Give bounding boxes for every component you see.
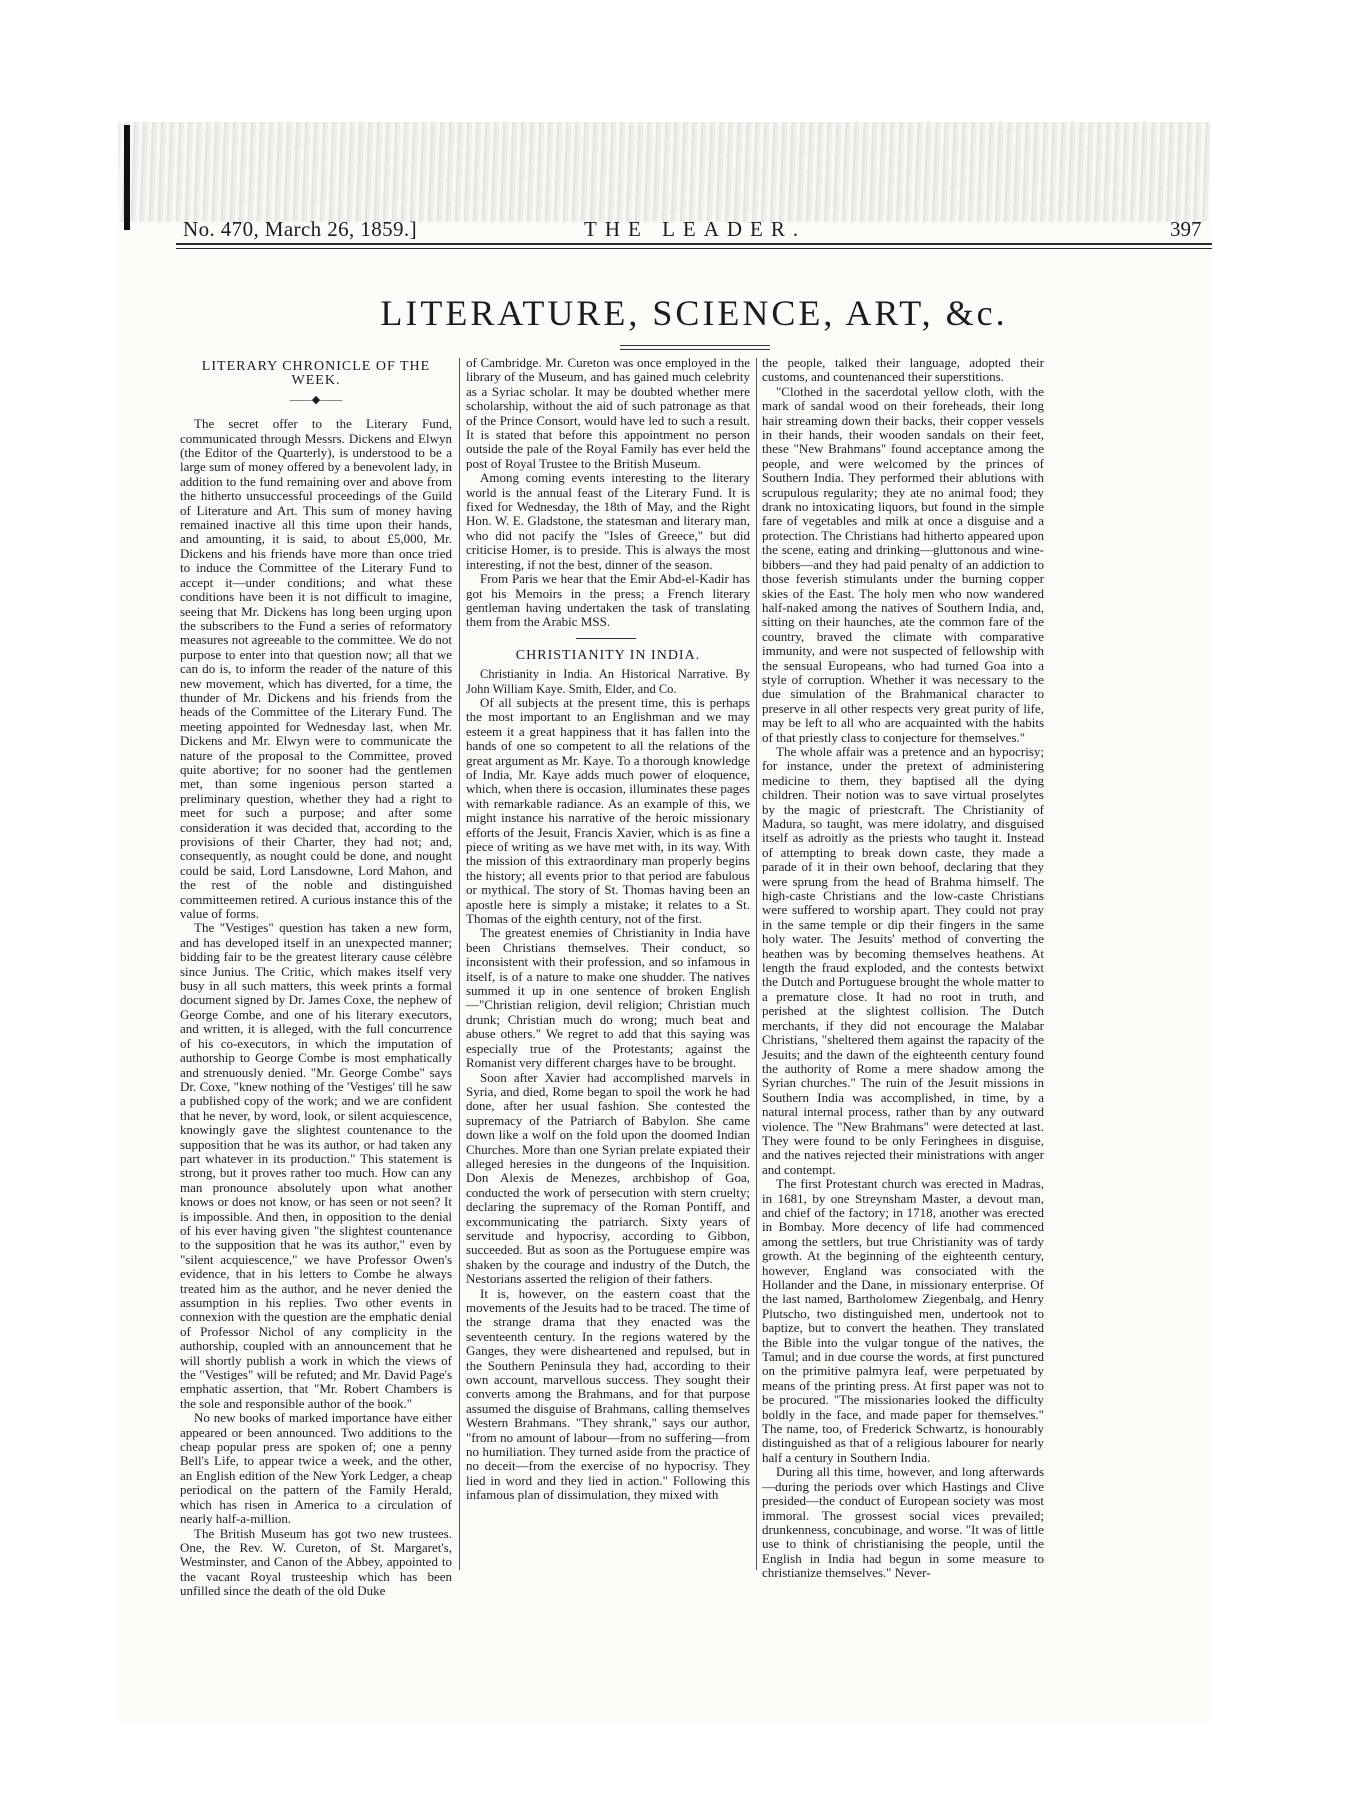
section-title: LITERATURE, SCIENCE, ART, &c. [380,293,1008,333]
paragraph: of Cambridge. Mr. Cureton was once employed in the library of the Museum, and has gained much celebrity as a Syriac scholar. It may be doubted whether mere scholarship, without the aid of such patronage as that of the Prince Consort, would have led to such a result. It is stated that before this appointment no person outside the pale of the Royal Family has ever held the post of Royal Trustee to the British Museum. [466,355,750,471]
quoted-paragraph: "Clothed in the sacerdotal yellow cloth, with the mark of sandal wood on their foreheads, their long hair streaming down their backs, their copper vessels in their hands, their wooden sandals on their feet, these "New Brahmans" found acceptance among the people, and were welcomed by the princes of Southern India. They performed their ablutions with scrupulous regularity; they ate no animal food; they drank no intoxicating liquors, but found in the simple fare of vegetables and milk at once a disguise and a protection. The Christians had hitherto appeared upon the scene, eating and drinking—gluttonous and wine-bibbers—and they had paid penalty of an addiction to those feverish stimulants under the burning copper skies of the East. The holy men who now wandered half-naked among the natives of Southern India, and, sitting on their haunches, ate the common fare of the country, braved the climate with comparative immunity, and were not suspected of fellowship with the sensual Europeans, who had turned Goa into a style of corruption. Whether it was necessary to the due simulation of the Brahmanical character to preserve in all other respects very great purity of life, may be left to all who are acquainted with the habits of that priestly class to conjecture for themselves." [762,383,1044,745]
column-1 [180,356,452,1599]
paragraph: The secret offer to the Literary Fund, communicated through Messrs. Dickens and Elwyn (the Editor of the Quarterly), is understood to be a large sum of money offered by a benevolent lady, in addition to the fund remaining over and above from the hitherto unsuccessful proceedings of the Guild of Literature and Art. This sum of money having remained inactive all this time upon their hands, and amounting, it is said, to about £5,000, Mr. Dickens and his friends have more than once tried to induce the Committee of the Literary Fund to accept it—under conditions; and what these conditions have been it is not difficult to imagine, seeing that Mr. Dickens has long been urging upon the subscribers to the Fund a series of reformatory measures not agreeable to the committee. We do not purpose to enter into that question now; all that we can do is, to inform the reader of the nature of this new movement, which has diverted, for a time, the thunder of Mr. Dickens and his friends from the heads of the Committee of the Literary Fund. The meeting appointed for Wednesday last, when Mr. Dickens and Mr. Elwyn were to communicate the nature of the proposal to the Committee, proved quite abortive; for no sooner had the gentlemen met, than some ingenious person started a preliminary question, whether they had a right to meet for such a purpose; and after some consideration it was decided that, according to the provisions of their Charter, they had not; and, consequently, as nought could be done, and nought could be said, Lord Lansdowne, Lord Mahon, and the rest of the noble and distinguished committeemen retired. A curious instance this of the value of forms. [180,416,452,922]
column-rule-1 [459,358,460,1570]
scan-top-band [118,122,1210,222]
article-divider [576,638,636,639]
issue-date: No. 470, March 26, 1859.] [183,217,417,241]
paragraph: The "Vestiges" question has taken a new form, and has developed itself in an unexpected manner; bidding fair to be the greatest literary cause célèbre since Junius. The Critic, which makes itself very busy in all such matters, this week prints a formal document signed by Dr. James Coxe, the nephew of George Combe, and one of his literary executors, and written, it is alleged, with the full concurrence of his co-executors, in which the imputation of authorship to George Combe is most emphatically and strenuously denied. "Mr. George Combe" says Dr. Coxe, "knew nothing of the 'Vestiges' till he saw a published copy of the work; and we are confident that he never, by word, look, or silent acquiescence, knowingly gave the slightest countenance to the supposition that he was its author, or had taken any part whatever in its production." This statement is strong, but it proves rather too much. How can any man pronounce absolutely upon what another knows or does not know, or has seen or not seen? It is impossible. And then, in opposition to the denial of his ever having given "the slightest countenance to the supposition that he was its author," even by "silent acquiescence," we have Professor Owen's evidence, that in his letters to Combe he always treated him as the author, and he never denied the assumption in his replies. Two other events in connexion with the question are the emphatic denial of Professor Nichol of any complicity in the authorship, coupled with an announcement that he will shortly publish a work in which the views of the "Vestiges" will be refuted; and Mr. David Page's emphatic assertion, that "Mr. Robert Chambers is the sole and responsible author of the book." [180,920,452,1411]
paragraph: It is, however, on the eastern coast that the movements of the Jesuits had to be traced. The time of the strange drama that they enacted was the seventeenth century. In the regions watered by the Ganges, they were disheartened and repulsed, but in the Southern Peninsula they had, according to their own account, marvellous success. They sought their converts among the Brahmans, and for that purpose assumed the disguise of Brahmans, calling themselves Western Brahmans. "They shrank," says our author, "from no amount of labour—from no suffering—from no humiliation. They turned aside from the practice of no deceit—from the exercise of no hypocrisy. They lied in word and they lied in action." Following this infamous plan of dissimulation, they mixed with [466,1285,750,1503]
page-number: 397 [1170,217,1202,241]
paragraph: the people, talked their language, adopted their customs, and countenanced their superstitions. [762,355,1044,385]
paragraph: During all this time, however, and long afterwards—during the periods over which Hastings and Clive presided—the conduct of European society was most immoral. The grossest social vices prevailed; drunkenness, concubinage, and worse. "It was of little use to think of christianising the people, until the English in India had begun in some measure to christianize themselves." Never- [762,1464,1044,1581]
paragraph: The British Museum has got two new trustees. One, the Rev. W. Cureton, of St. Margaret's, Westminster, and Canon of the Abbey, appointed to the vacant Royal trusteeship which has been unfilled since the death of the old Duke [180,1525,452,1599]
header-rule-thin [176,248,1212,249]
review-byline: Christianity in India. An Historical Narrative. By John William Kaye. Smith, Elder, and Co. [466,667,750,696]
scan-left-edge [124,125,130,230]
paragraph: From Paris we hear that the Emir Abd-el-Kadir has got his Memoirs in the press; a French literary gentleman having undertaken the task of translating them from the Arabic MSS. [466,571,750,630]
article-heading-christianity-in-india: CHRISTIANITY IN INDIA. [515,647,701,663]
paragraph: No new books of marked importance have either appeared or been announced. Two additions to the cheap popular press are spoken of; one a penny Bell's Life, to appear twice a week, and the other, an English edition of the New York Ledger, a cheap periodical on the pattern of the Family Herald, which has risen in America to a circulation of nearly half-a-million. [180,1410,452,1527]
article-heading-literary-chronicle: LITERARY CHRONICLE OF THE WEEK. [201,359,431,389]
header-rule [176,243,1212,245]
paragraph: Of all subjects at the present time, this is perhaps the most important to an Englishman and we may esteem it a great happiness that it has fallen into the hands of one so competent to all the relations of the great argument as Mr. Kaye. To a thorough knowledge of India, Mr. Kaye adds much power of eloquence, which, when there is occasion, illuminates these pages with remarkable radiance. As an example of this, we might instance his narrative of the heroic missionary efforts of the Jesuit, Francis Xavier, which is as fine a piece of writing as we have met with, in its way. With the mission of this extraordinary man properly begins the history; all events prior to that period are fabulous or mythical. The story of St. Thomas having been an apostle here is simply a mistake; it relates to a St. Thomas of the eighth century, not of the first. [466,694,750,927]
newspaper-title: THE LEADER. [584,217,807,241]
paragraph: Among coming events interesting to the literary world is the annual feast of the Literary Fund. It is fixed for Wednesday, the 18th of May, and the Right Hon. W. E. Gladstone, the statesman and literary man, who did not pacify the "Isles of Greece," but did criticise Homer, is to preside. This is always the most interesting, if not the best, dinner of the season. [466,470,750,572]
spacer [466,630,750,638]
paragraph: The greatest enemies of Christianity in India have been Christians themselves. Their conduct, so inconsistent with their profession, and so infamous in itself, is of a nature to make one shudder. The natives summed it up in one sentence of broken English—"Christian religion, devil religion; Christian much drunk; Christian much do wrong; much beat and abuse others." We regret to add that this saying was especially true of the Protestants; against the Romanist very different charges have to be brought. [466,925,750,1071]
paragraph: The whole affair was a pretence and an hypocrisy; for instance, under the pretext of administering medicine to them, they baptised all the dying children. Their notion was to save virtual proselytes by the magic of priestcraft. The Christianity of Madura, so taught, was mere idolatry, and disguised itself as adroitly as the priests who taught it. Instead of attempting to break down caste, they made a parade of it in their own behoof, declaring that they were sprung from the head of Brahma himself. The high-caste Christians and the low-caste Christians were suffered to worship apart. They could not pray in the same temple or dip their fingers in the same holy water. The Jesuits' method of converting the heathen was by becoming themselves heathens. At length the fraud exploded, and the contests betwixt the Dutch and Portuguese brought the whole matter to a premature close. It had no root in truth, and perished at the slightest collision. The Dutch merchants, if they did not encourage the Malabar Christians, "sheltered them against the rapacity of the Jesuits; and the dawn of the eighteenth century found the authority of Rome a mere shadow among the Syrian churches." The ruin of the Jesuit missions in Southern India was accomplished, in time, by a natural internal process, rather than by any outward violence. The "New Brahmans" were detected at last. They were found to be only Feringhees in disguise, and the natives rejected their ministrations with anger and contempt. [762,743,1044,1177]
column-rule-2 [756,358,757,1570]
column-3 [762,356,1044,1581]
ornament-divider: ——◆—— [289,393,343,406]
paragraph: The first Protestant church was erected in Madras, in 1681, by one Streynsham Master, a devout man, and chief of the factory; in 1718, another was erected in Bombay. More decency of life had commenced among the settlers, but true Christianity was of tardy growth. At the beginning of the eighteenth century, however, England was consociated with the Hollander and the Dane, in missionary enterprise. Of the last named, Bartholomew Ziegenbalg, and Henry Plutscho, two distinguished men, undertook not to baptize, but to convert the heathen. They translated the Bible into the vulgar tongue of the natives, the Tamul; and in due course the words, at first punctured on the primitive palmyra leaf, were perpetuated by means of the printing press. At first paper was not to be procured. "The missionaries looked the difficulty boldly in the face, and made paper for themselves." The name, too, of Frederick Schwartz, is honourably distinguished as that of a religious labourer for nearly half a century in Southern India. [762,1176,1044,1465]
section-rule-2 [620,349,770,350]
column-2 [466,356,750,1503]
paragraph: Soon after Xavier had accomplished marvels in Syria, and died, Rome began to spoil the work he had done, after her usual fashion. She contested the supremacy of the Patriarch of Babylon. She came down like a wolf on the fold upon the doomed Indian Churches. More than one Syrian prelate expiated their alleged heresies in the dungeons of the Inquisition. Don Alexis de Menezes, archbishop of Goa, conducted the work of persecution with stern cruelty; declaring the supremacy of the Roman Pontiff, and excommunicating the patriarch. Sixty years of servitude and hypocrisy, according to Gibbon, succeeded. But as soon as the Portuguese empire was shaken by the courage and industry of the Dutch, the Nestorians asserted the religion of their fathers. [466,1069,750,1287]
section-rule [620,345,770,346]
